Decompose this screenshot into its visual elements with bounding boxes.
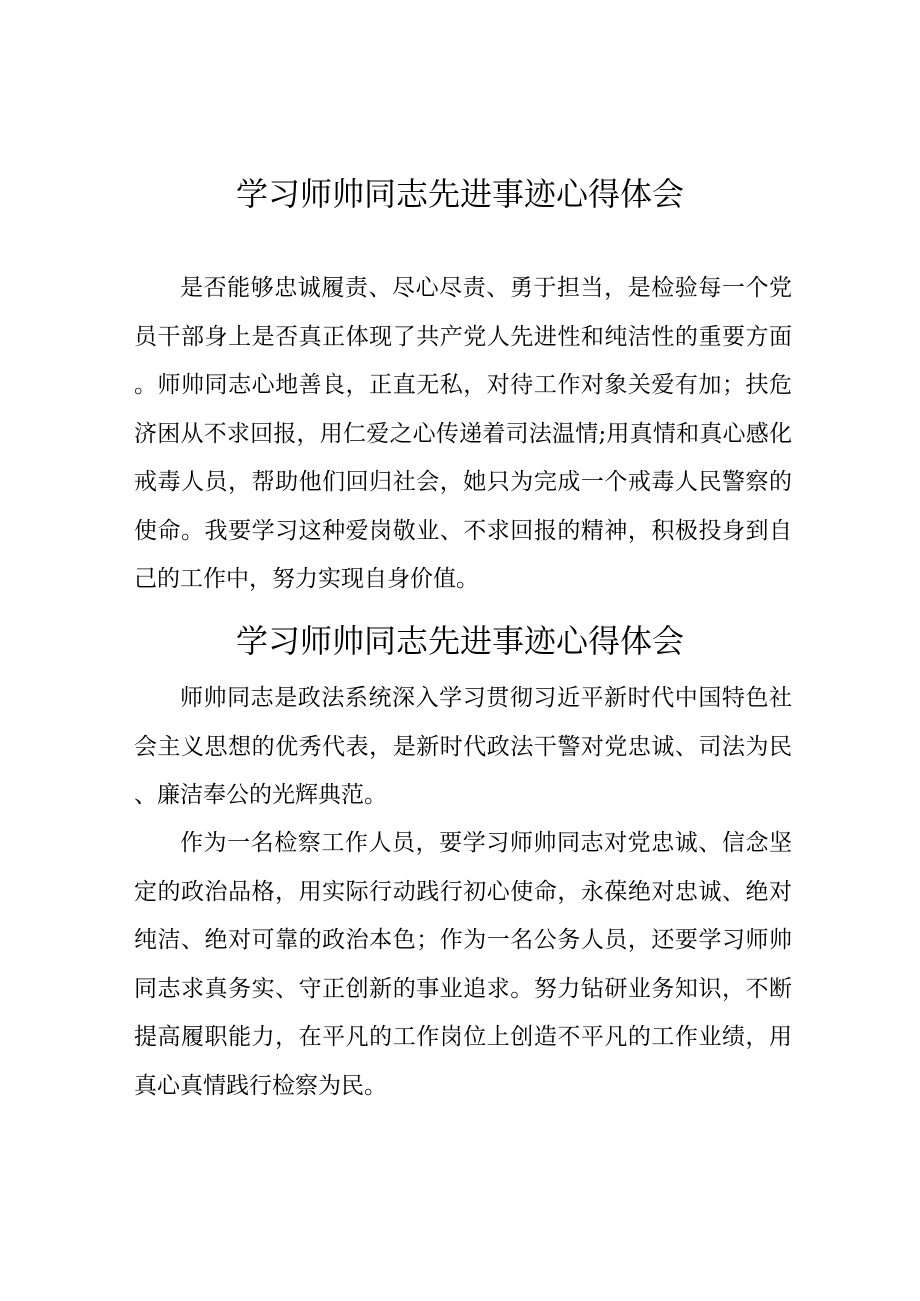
section-paragraph: 师帅同志是政法系统深入学习贯彻习近平新时代中国特色社会主义思想的优秀代表，是新时代政法干警对党忠诚、司法为民、廉洁奉公的光辉典范。 <box>134 685 792 808</box>
section-paragraph: 作为一名检察工作人员，要学习师帅同志对党忠诚、信念坚定的政治品格，用实际行动践行初心使命，永葆绝对忠诚、绝对纯洁、绝对可靠的政治本色；作为一名公务人员，还要学习师帅同志求真务实、守正创新的事业追求。努力钻研业务知识，不断提高履职能力，在平凡的工作岗位上创造不平凡的工作业绩，用真心真情践行检察为民。 <box>134 830 792 1099</box>
section-title: 学习师帅同志先进事迹心得体会 <box>235 622 684 660</box>
section-title: 学习师帅同志先进事迹心得体会 <box>235 175 684 213</box>
section-paragraph: 是否能够忠诚履责、尽心尽责、勇于担当，是检验每一个党员干部身上是否真正体现了共产党人先进性和纯洁性的重要方面。师帅同志心地善良，正直无私，对待工作对象关爱有加；扶危济困从不求回报，用仁爱之心传递着司法温情;用真情和真心感化戒毒人员，帮助他们回归社会，她只为完成一个戒毒人民警察的使命。我要学习这种爱岗敬业、不求回报的精神，积极投身到自己的工作中，努力实现自身价值。 <box>134 275 792 592</box>
